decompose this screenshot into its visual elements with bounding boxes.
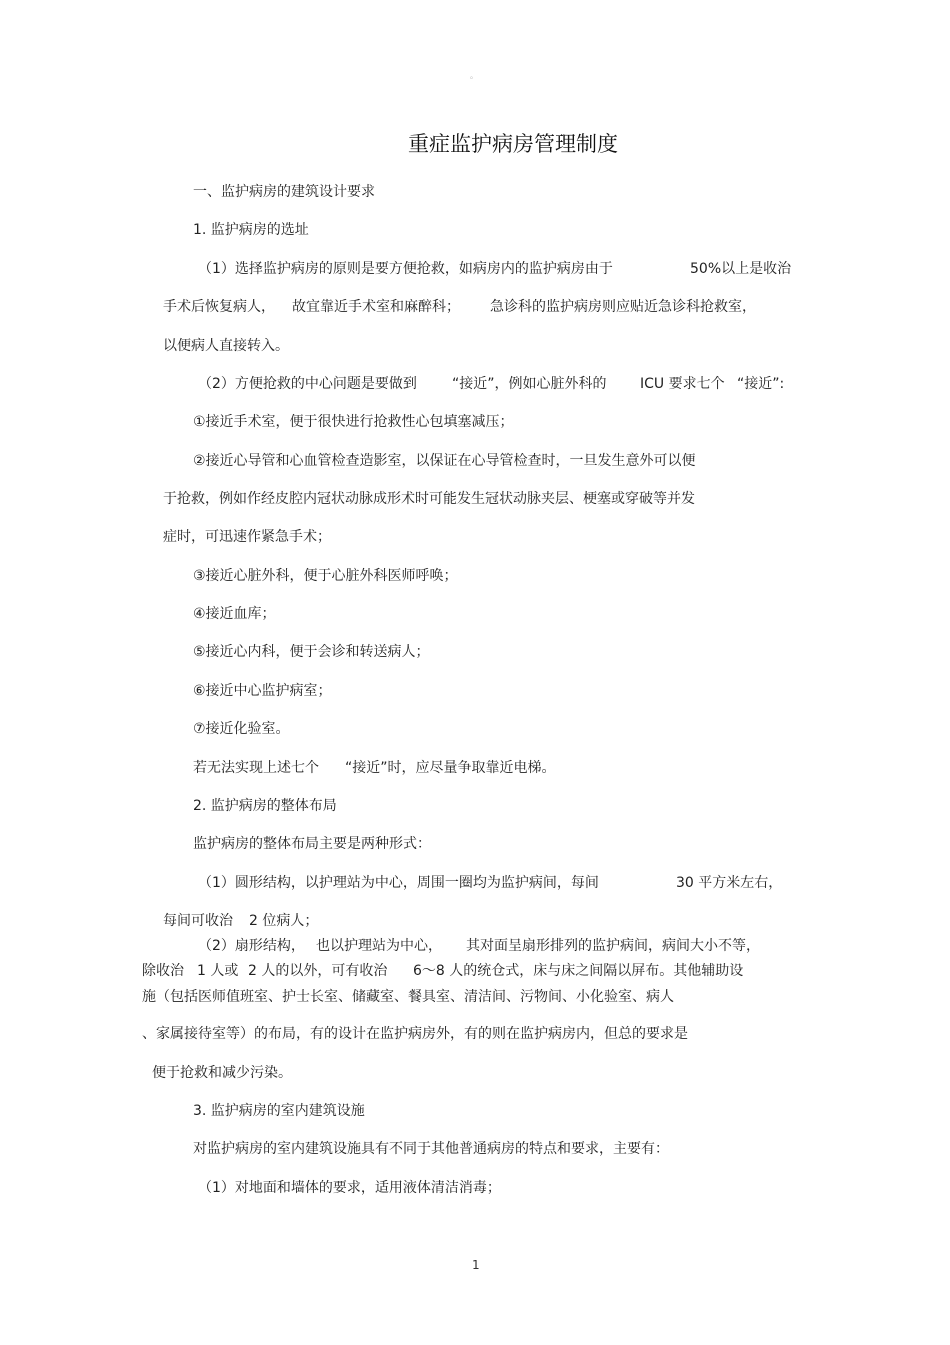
paragraph-line: “接近”时，应尽量争取靠近电梯。: [345, 760, 556, 776]
paragraph-line: “接近”:: [737, 376, 785, 392]
section-heading: 一、监护病房的建筑设计要求: [193, 184, 375, 200]
top-mark: 。: [470, 71, 478, 80]
paragraph-line: 也以护理站为中心，: [316, 938, 442, 954]
list-item: ⑤接近心内科，便于会诊和转送病人；: [193, 644, 430, 660]
paragraph-line: 症时，可迅速作紧急手术；: [163, 529, 331, 545]
paragraph-line: “接近”，例如心脏外科的: [452, 376, 607, 392]
paragraph-line: 2 位病人；: [249, 913, 319, 929]
subsection-heading: 1. 监护病房的选址: [193, 222, 309, 238]
list-item: ⑦接近化验室。: [193, 721, 290, 737]
paragraph-line: 除收治: [142, 963, 184, 979]
paragraph-line: 其对面呈扇形排列的监护病间，病间大小不等，: [466, 938, 760, 954]
paragraph-line: 6～8 人的统仓式，床与床之间隔以屏布。其他辅助设: [413, 963, 744, 979]
paragraph-line: 若无法实现上述七个: [193, 760, 319, 776]
paragraph-line: 急诊科的监护病房则应贴近急诊科抢救室，: [490, 299, 756, 315]
paragraph-line: （1）对地面和墙体的要求，适用液体清洁消毒；: [198, 1180, 501, 1196]
paragraph-line: （2）扇形结构，: [198, 938, 305, 954]
document-title: 重症监护病房管理制度: [408, 132, 618, 156]
list-item: ④接近血库；: [193, 606, 276, 622]
paragraph-line: 故宜靠近手术室和麻醉科；: [292, 299, 460, 315]
subsection-heading: 2. 监护病房的整体布局: [193, 798, 337, 814]
paragraph-line: （1）选择监护病房的原则是要方便抢救，如病房内的监护病房由于: [198, 261, 613, 277]
list-item: ⑥接近中心监护病室；: [193, 683, 332, 699]
paragraph-line: 对监护病房的室内建筑设施具有不同于其他普通病房的特点和要求，主要有：: [193, 1141, 669, 1157]
paragraph-line: 1 人或: [197, 963, 239, 979]
paragraph-line: 手术后恢复病人，: [163, 299, 275, 315]
paragraph-line: 施（包括医师值班室、护士长室、储藏室、餐具室、清洁间、污物间、小化验室、病人: [142, 989, 674, 1005]
paragraph-line: 便于抢救和减少污染。: [152, 1065, 292, 1081]
paragraph-line: 于抢救，例如作经皮腔内冠状动脉成形术时可能发生冠状动脉夹层、梗塞或穿破等并发: [163, 491, 695, 507]
paragraph-line: 以便病人直接转入。: [163, 338, 289, 354]
paragraph-line: 、家属接待室等）的布局，有的设计在监护病房外，有的则在监护病房内，但总的要求是: [142, 1026, 688, 1042]
list-item: ①接近手术室，便于很快进行抢救性心包填塞减压；: [193, 414, 514, 430]
paragraph-line: （2）方便抢救的中心问题是要做到: [198, 376, 417, 392]
paragraph-line: 监护病房的整体布局主要是两种形式：: [193, 836, 431, 852]
paragraph-line: ICU 要求七个: [640, 376, 725, 392]
subsection-heading: 3. 监护病房的室内建筑设施: [193, 1103, 365, 1119]
paragraph-line: 50%以上是收治: [690, 261, 792, 277]
list-item: ③接近心脏外科，便于心脏外科医师呼唤；: [193, 568, 458, 584]
paragraph-line: 每间可收治: [163, 913, 233, 929]
paragraph-line: （1）圆形结构，以护理站为中心，周围一圈均为监护病间，每间: [198, 875, 599, 891]
paragraph-line: 2 人的以外，可有收治: [248, 963, 388, 979]
paragraph-line: 30 平方米左右，: [676, 875, 783, 891]
page-number: 1: [472, 1258, 480, 1272]
list-item: ②接近心导管和心血管检查造影室，以保证在心导管检查时，一旦发生意外可以便: [193, 453, 696, 469]
